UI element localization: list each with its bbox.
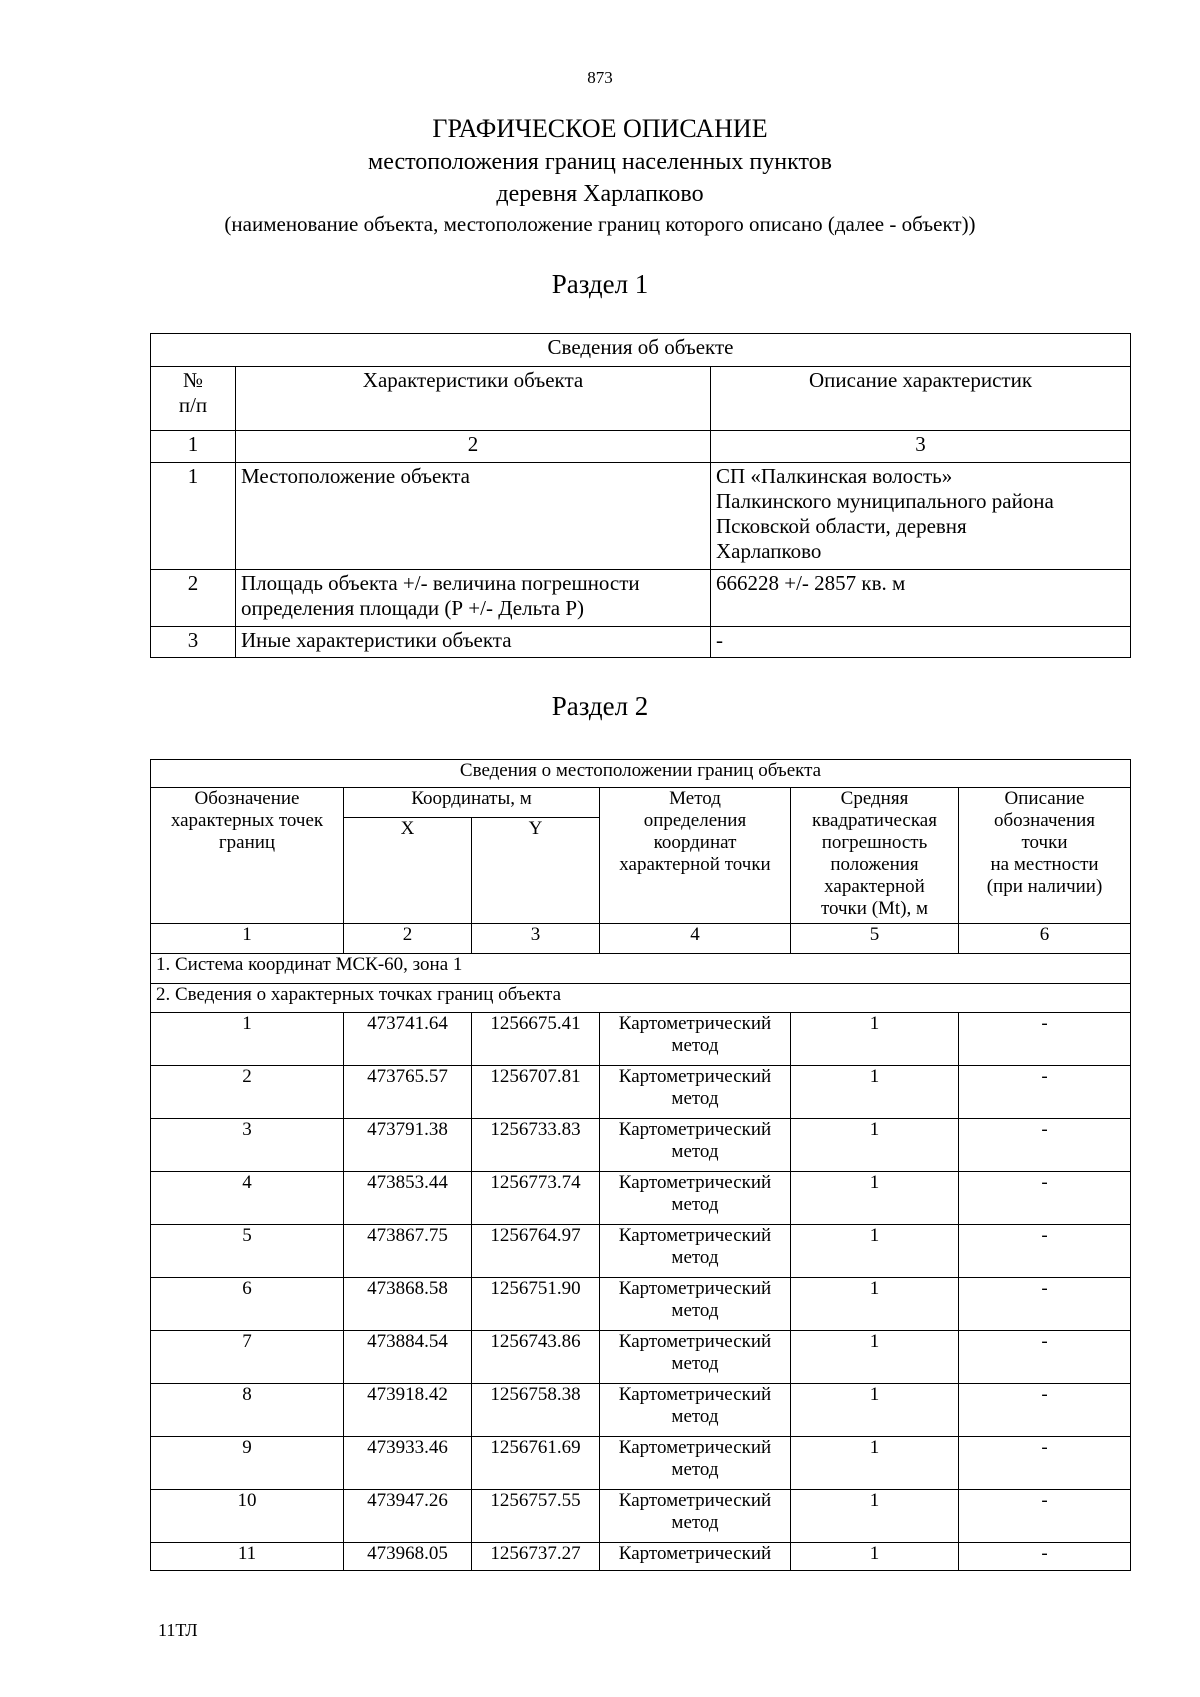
point-number: 1 [151, 1013, 344, 1066]
point-desc: - [959, 1066, 1131, 1119]
header-line: Метод [669, 788, 721, 809]
point-error: 1 [791, 1384, 959, 1437]
point-desc: - [959, 1278, 1131, 1331]
point-error: 1 [791, 1437, 959, 1490]
header-coords: Координаты, м [344, 788, 600, 818]
header-num [151, 367, 236, 431]
point-desc: - [959, 1119, 1131, 1172]
point-error: 1 [791, 1013, 959, 1066]
point-x: 473765.57 [344, 1066, 472, 1119]
table-title: Сведения о местоположении границ объекта [151, 760, 1131, 788]
method-line: Картометрический [618, 1278, 772, 1299]
header-line: характерной [824, 876, 925, 897]
header-line: Описание [1004, 788, 1085, 809]
section1-heading: Раздел 1 [551, 269, 649, 299]
point-x: 473868.58 [344, 1278, 472, 1331]
row-characteristic: Иные характеристики объекта [236, 627, 711, 658]
point-method [600, 1384, 791, 1437]
point-number: 10 [151, 1490, 344, 1543]
point-x: 473741.64 [344, 1013, 472, 1066]
method-line: метод [671, 1353, 719, 1374]
point-desc: - [959, 1384, 1131, 1437]
table-row [151, 1013, 1131, 1066]
table-row [151, 1490, 1131, 1543]
point-method [600, 1543, 791, 1571]
table-title: Сведения об объекте [151, 334, 1131, 367]
point-y: 1256761.69 [472, 1437, 600, 1490]
method-line: Картометрический [618, 1013, 772, 1034]
column-number: 3 [711, 431, 1131, 463]
point-y: 1256733.83 [472, 1119, 600, 1172]
header-desc [959, 788, 1131, 924]
header-line: квадратическая [812, 810, 937, 831]
table-row [151, 1278, 1131, 1331]
point-method [600, 1278, 791, 1331]
header-line: Средняя [840, 788, 909, 809]
point-method [600, 1225, 791, 1278]
header-line: координат [653, 832, 737, 853]
row-num: 2 [151, 570, 236, 627]
description-line: Псковской области, деревня [716, 514, 967, 538]
header-line: обозначения [993, 810, 1096, 831]
point-x: 473968.05 [344, 1543, 472, 1571]
point-method [600, 1490, 791, 1543]
header-num-line1: № [182, 368, 204, 392]
point-error: 1 [791, 1225, 959, 1278]
point-y: 1256675.41 [472, 1013, 600, 1066]
point-x: 473853.44 [344, 1172, 472, 1225]
point-x: 473947.26 [344, 1490, 472, 1543]
point-error: 1 [791, 1490, 959, 1543]
method-line: Картометрический [618, 1119, 772, 1140]
point-number: 6 [151, 1278, 344, 1331]
header-line: определения [643, 810, 747, 831]
row-num: 1 [151, 463, 236, 570]
points-body [151, 1013, 1131, 1571]
point-method [600, 1331, 791, 1384]
header-line: характерных точек [170, 810, 324, 831]
section2-heading: Раздел 2 [551, 691, 649, 721]
point-number: 4 [151, 1172, 344, 1225]
table-row [151, 1172, 1131, 1225]
point-error: 1 [791, 1278, 959, 1331]
column-number: 1 [151, 924, 344, 954]
row-characteristic [236, 570, 711, 627]
table-row [151, 463, 1131, 570]
header-line: Обозначение [194, 788, 300, 809]
description-line: СП «Палкинская волость» [716, 464, 953, 488]
column-number: 5 [791, 924, 959, 954]
table-row [151, 1225, 1131, 1278]
method-line: метод [671, 1300, 719, 1321]
table-row [151, 1331, 1131, 1384]
coordinate-system: 1. Система координат МСК-60, зона 1 [151, 954, 1131, 984]
point-number: 3 [151, 1119, 344, 1172]
method-line: метод [671, 1406, 719, 1427]
object-info-table [150, 333, 1131, 658]
row-description: - [711, 627, 1131, 658]
point-y: 1256764.97 [472, 1225, 600, 1278]
point-number: 7 [151, 1331, 344, 1384]
point-number: 8 [151, 1384, 344, 1437]
header-description: Описание характеристик [711, 367, 1131, 431]
subtitle-caption: (наименование объекта, местоположение границ которого описано (далее - объект)) [224, 212, 976, 236]
header-line: (при наличии) [986, 876, 1103, 897]
points-section-title: 2. Сведения о характерных точках границ объекта [151, 984, 1131, 1013]
header-x: X [344, 818, 472, 924]
method-line: Картометрический [618, 1225, 772, 1246]
method-line: Картометрический [618, 1066, 772, 1087]
method-line: Картометрический [618, 1172, 772, 1193]
method-line: Картометрический [618, 1437, 772, 1458]
table-row [151, 1437, 1131, 1490]
point-desc: - [959, 1225, 1131, 1278]
method-line: метод [671, 1141, 719, 1162]
point-y: 1256773.74 [472, 1172, 600, 1225]
column-number: 1 [151, 431, 236, 463]
settlement-name: деревня Харлапково [496, 181, 704, 207]
point-desc: - [959, 1543, 1131, 1571]
method-line: метод [671, 1035, 719, 1056]
method-line: Картометрический [618, 1490, 772, 1511]
method-line: Картометрический [618, 1543, 772, 1564]
point-method [600, 1013, 791, 1066]
method-line: метод [671, 1088, 719, 1109]
method-line: метод [671, 1194, 719, 1215]
description-line: Харлапково [716, 539, 822, 563]
header-y: Y [472, 818, 600, 924]
table-row [151, 570, 1131, 627]
column-number: 4 [600, 924, 791, 954]
point-error: 1 [791, 1331, 959, 1384]
point-desc: - [959, 1013, 1131, 1066]
characteristic-line: определения площади (Р +/- Дельта Р) [241, 596, 585, 620]
header-error [791, 788, 959, 924]
point-x: 473918.42 [344, 1384, 472, 1437]
point-y: 1256757.55 [472, 1490, 600, 1543]
header-points [151, 788, 344, 924]
header-line: погрешность [821, 832, 928, 853]
header-line: положения [830, 854, 919, 875]
point-desc: - [959, 1437, 1131, 1490]
boundary-points-table [150, 759, 1131, 1571]
point-method [600, 1066, 791, 1119]
method-line: Картометрический [618, 1331, 772, 1352]
table-row [151, 627, 1131, 658]
point-x: 473933.46 [344, 1437, 472, 1490]
header-line: точки (Mt), м [820, 898, 929, 919]
column-number: 3 [472, 924, 600, 954]
point-desc: - [959, 1172, 1131, 1225]
point-number: 5 [151, 1225, 344, 1278]
point-error: 1 [791, 1119, 959, 1172]
table-row [151, 1119, 1131, 1172]
point-y: 1256707.81 [472, 1066, 600, 1119]
table-row [151, 1543, 1131, 1571]
table-row [151, 1384, 1131, 1437]
row-description: 666228 +/- 2857 кв. м [711, 570, 1131, 627]
method-line: метод [671, 1247, 719, 1268]
point-error: 1 [791, 1066, 959, 1119]
point-y: 1256743.86 [472, 1331, 600, 1384]
method-line: метод [671, 1512, 719, 1533]
point-error: 1 [791, 1172, 959, 1225]
point-number: 11 [151, 1543, 344, 1571]
point-y: 1256751.90 [472, 1278, 600, 1331]
footer-code: 11ТЛ [158, 1620, 198, 1640]
table-row [151, 1066, 1131, 1119]
header-line: точки [1021, 832, 1068, 853]
point-method [600, 1119, 791, 1172]
document-subtitle: местоположения границ населенных пунктов [368, 149, 832, 175]
point-desc: - [959, 1331, 1131, 1384]
header-line: на местности [990, 854, 1099, 875]
point-x: 473791.38 [344, 1119, 472, 1172]
point-y: 1256758.38 [472, 1384, 600, 1437]
description-line: Палкинского муниципального района [716, 489, 1054, 513]
point-method [600, 1172, 791, 1225]
column-number: 6 [959, 924, 1131, 954]
column-number: 2 [344, 924, 472, 954]
document-title: ГРАФИЧЕСКОЕ ОПИСАНИЕ [432, 114, 768, 143]
column-number: 2 [236, 431, 711, 463]
point-x: 473867.75 [344, 1225, 472, 1278]
point-number: 9 [151, 1437, 344, 1490]
header-characteristic: Характеристики объекта [236, 367, 711, 431]
point-method [600, 1437, 791, 1490]
characteristic-line: Площадь объекта +/- величина погрешности [241, 571, 640, 595]
point-y: 1256737.27 [472, 1543, 600, 1571]
header-line: характерной точки [619, 854, 771, 875]
method-line: метод [671, 1459, 719, 1480]
method-line: Картометрический [618, 1384, 772, 1405]
point-error: 1 [791, 1543, 959, 1571]
header-num-line2: п/п [178, 393, 208, 417]
row-num: 3 [151, 627, 236, 658]
header-method [600, 788, 791, 924]
point-x: 473884.54 [344, 1331, 472, 1384]
point-number: 2 [151, 1066, 344, 1119]
page-number: 873 [587, 68, 613, 87]
row-characteristic: Местоположение объекта [236, 463, 711, 570]
header-line: границ [218, 832, 276, 853]
row-description [711, 463, 1131, 570]
point-desc: - [959, 1490, 1131, 1543]
